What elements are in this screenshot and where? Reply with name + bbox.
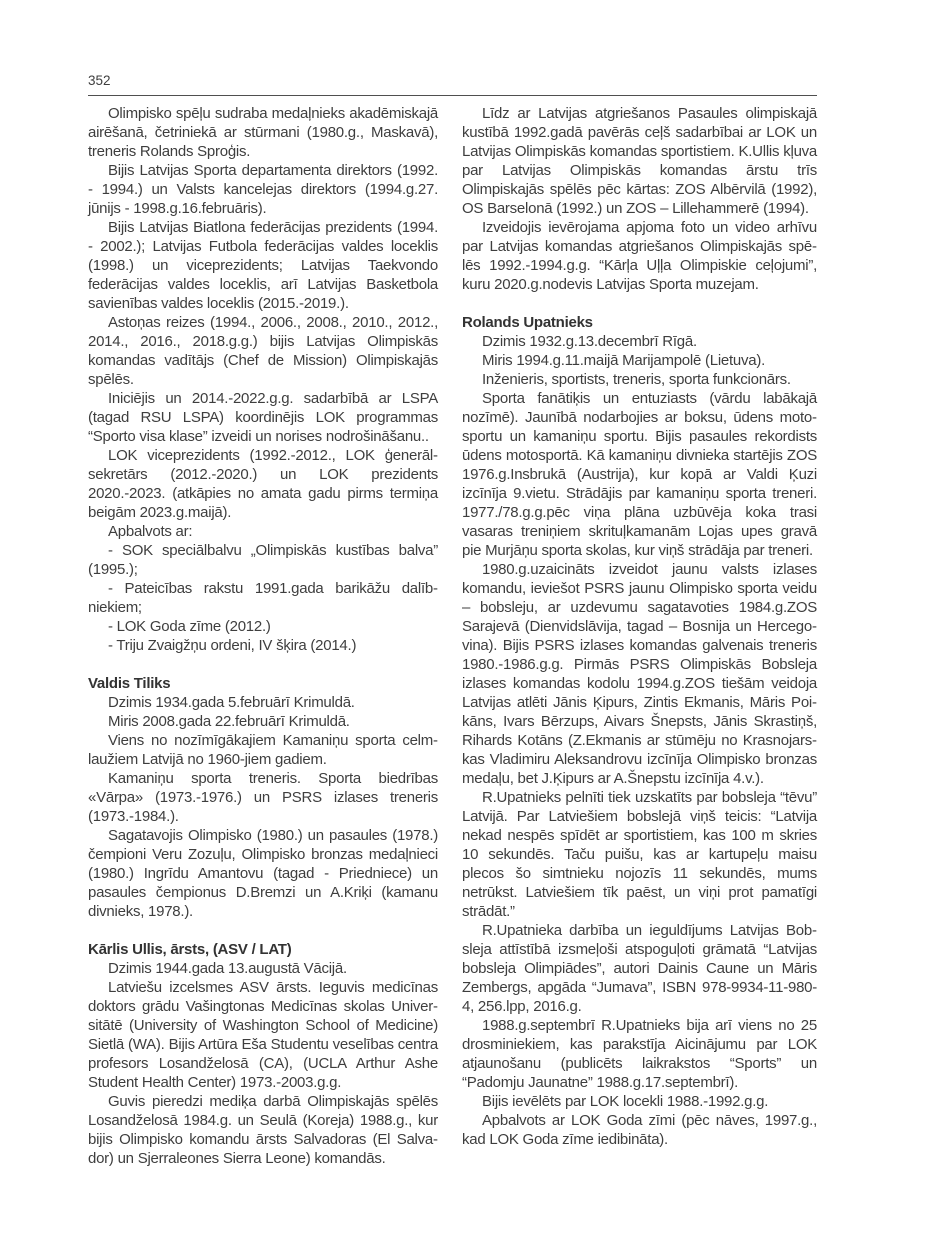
paragraph: 1980.g.uzaicināts izveidot jaunu valsts izlases komandu, ieviešot PSRS jaunu Olimpisko sporta veidu – bobsleju, ar uzdevumu sagatavoties 1984.g.ZOS Sarajevā (Dienvidslāvija, tagad – Bosnija un Hercegovina). Bijis PSRS izlases komandas galvenais treneris 1980.-1986.g.g. Pirmās PSRS Olimpiskās Bobsleja izlases komandas kodolu 1994.g.ZOS tiešām veidoja Latvijas atlēti Jānis Ķipurs, Zintis Ekmanis, Māris Poikāns, Ivars Bērzups, Aivars Šnepsts, Jānis Skrastiņš, Rihards Kotāns (Z.Ekmanis ar stūmēju no Krasnojarskas Vladimiru Aleksandrovu izcīnīja Olimpisko bronzas medaļu, bet J.Ķipurs ar A.Šnepstu izcīnīja 4.v.). <box>462 561 817 787</box>
two-column-text <box>88 104 817 1168</box>
heading-rolands-upatnieks: Rolands Upatnieks <box>462 314 593 331</box>
paragraph: Bijis Latvijas Sporta departamenta direktors (1992. - 1994.) un Valsts kancelejas direktors (1994.g.27. jūnijs - 1998.g.16.februāris). <box>88 162 438 217</box>
paragraph: Sagatavojis Olimpisko (1980.) un pasaules (1978.) čempioni Veru Zozuļu, Olimpisko bronzas medaļnieci (1980.) Ingrīdu Amantovu (tagad - Priedniece) un pasaules čempionus D.Bremzi un A.Kriķi (kamanu divnieks, 1978.). <box>88 827 438 920</box>
award-list-item: - LOK Goda zīme (2012.) <box>108 618 271 635</box>
paragraph: Miris 1994.g.11.maijā Marijampolē (Lietuva). <box>482 352 766 369</box>
award-list-item: - SOK speciālbalvu „Olimpiskās kustības balva” (1995.); <box>88 542 438 578</box>
paragraph: Apbalvots ar LOK Goda zīmi (pēc nāves, 1997.g., kad LOK Goda zīme iedibināta). <box>462 1112 817 1148</box>
paragraph: Latviešu izcelsmes ASV ārsts. Ieguvis medicīnas doktors grādu Vašingtonas Medicīnas skolas Universitātē (University of Washington School of Medicine) Sietlā (WA). Bijis Artūra Eša Studentu veselības centra profesors Losandželosā (CA), (UCLA Arthur Ashe Student Health Center) 1973.-2003.g.g. <box>88 979 438 1091</box>
paragraph: Bijis Latvijas Biatlona federācijas prezidents (1994. - 2002.); Latvijas Futbola federācijas valdes loceklis (1998.) un viceprezidents; Latvijas Taekvondo federācijas valdes loceklis, arī Latvijas Basketbola savienības valdes loceklis (2015.-2019.). <box>88 219 438 312</box>
paragraph: Iniciējis un 2014.-2022.g.g. sadarbībā ar LSPA (tagad RSU LSPA) koordinējis LOK programmas “Sporto visa klase” izveidi un norises nodrošināšanu.. <box>88 390 438 445</box>
paragraph: Dzimis 1934.gada 5.februārī Krimuldā. <box>108 694 355 711</box>
paragraph: R.Upatnieks pelnīti tiek uzskatīts par bobsleja “tēvu” Latvijā. Par Latviešiem bobslejā viņš teicis: “Latvija nekad nespēs spīdēt ar sportistiem, kas 100 m skries 10 sekundēs. Taču puišu, kas ar kartupeļu maisu plecos šo simtnieku nojozīs 11 sekundēs, mums netrūkst. Latviešiem tīk paēst, un viņi prot pamatīgi strādāt.” <box>462 789 817 920</box>
paragraph: 1988.g.septembrī R.Upatnieks bija arī viens no 25 drosminiekiem, kas parakstīja Aicinājumu par LOK atjaunošanu (publicēts laikrakstos “Sports” un “Padomju Jaunatne” 1988.g.17.septembrī). <box>462 1017 817 1091</box>
page-header <box>88 73 817 96</box>
paragraph: Izveidojis ievērojama apjoma foto un video arhīvu par Latvijas komandas atgriešanos Olimpiskajās spēlēs 1992.-1994.g.g. “Kārļa Uļļa Olimpiskie ceļojumi”, kuru 2020.g.nodevis Latvijas Sporta muzejam. <box>462 219 817 293</box>
paragraph: Viens no nozīmīgākajiem Kamaniņu sporta celmlaužiem Latvijā no 1960-jiem gadiem. <box>88 732 438 768</box>
award-list-item: - Triju Zvaigžņu ordeni, IV šķira (2014.) <box>108 637 357 654</box>
paragraph: Olimpisko spēļu sudraba medaļnieks akadēmiskajā airēšanā, četriniekā ar stūrmani (1980.g., Maskavā), treneris Rolands Sproģis. <box>88 105 438 160</box>
right-column <box>462 104 817 1168</box>
award-list-item: - Pateicības rakstu 1991.gada barikāžu dalībniekiem; <box>88 580 438 616</box>
paragraph: Inženieris, sportists, treneris, sporta funkcionārs. <box>482 371 791 388</box>
paragraph: Līdz ar Latvijas atgriešanos Pasaules olimpiskajā kustībā 1992.gadā pavērās ceļš sadarbībai ar LOK un Latvijas Olimpiskās komandas sportistiem. K.Ullis kļuva par Latvijas Olimpiskās komandas ārstu trīs Olimpiskajās spēlēs pēc kārtas: ZOS Albērvilā (1992), OS Barselonā (1992.) un ZOS – Lillehammerē (1994). <box>462 105 817 217</box>
heading-valdis-tiliks: Valdis Tiliks <box>88 675 171 692</box>
paragraph: Astoņas reizes (1994., 2006., 2008., 2010., 2012., 2014., 2016., 2018.g.g.) bijis Latvijas Olimpiskās komandas vadītājs (Chef de Mission) Olimpiskajās spēlēs. <box>88 314 438 388</box>
paragraph: Bijis ievēlēts par LOK locekli 1988.-1992.g.g. <box>482 1093 769 1110</box>
paragraph: R.Upatnieka darbība un ieguldījums Latvijas Bobsleja attīstībā izsmeļoši atspoguļoti grāmatā “Latvijas bobsleja Olimpiādes”, autori Dainis Caune un Māris Zembergs, apgāda “Jumava”, ISBN 978-9934-11-980-4, 256.lpp, 2016.g. <box>462 922 817 1015</box>
paragraph: Guvis pieredzi mediķa darbā Olimpiskajās spēlēs Losandželosā 1984.g. un Seulā (Koreja) 1988.g., kur bijis Olimpisko komandu ārsts Salvadoras (El Salvador) un Sjerraleones Sierra Leone) komandās. <box>88 1093 438 1167</box>
paragraph: Apbalvots ar: <box>108 523 193 540</box>
paragraph: Kamaniņu sporta treneris. Sporta biedrības «Vārpa» (1973.-1976.) un PSRS izlases treneris (1973.-1984.). <box>88 770 438 825</box>
paragraph: Miris 2008.gada 22.februārī Krimuldā. <box>108 713 350 730</box>
paragraph: Dzimis 1932.g.13.decembrī Rīgā. <box>482 333 697 350</box>
page-number: 352 <box>88 73 111 88</box>
left-column <box>88 104 438 1168</box>
paragraph: Sporta fanātiķis un entuziasts (vārdu labākajā nozīmē). Jaunībā nodarbojies ar boksu, ūdens motosportu un kamaniņu sportu. Bijis pasaules rekordists ūdens motosportā. Kā kamaniņu divnieka startējis ZOS 1976.g.Insbrukā (Austrija), kur kopā ar Valdi Ķuzi izcīnīja 9.vietu. Strādājis par kamaniņu sporta treneri. 1977./78.g.g.pēc viņa plāna uzbūvēja koka trasi vasaras treniņiem skrituļkamanām Lojas upes gravā pie Murjāņu sporta skolas, kur viņš strādāja par treneri. <box>462 390 817 559</box>
paragraph: LOK viceprezidents (1992.-2012., LOK ģenerālsekretārs (2012.-2020.) un LOK prezidents 2020.-2023. (atkāpies no amata gadu pirms termiņa beigām 2023.g.maijā). <box>88 447 438 521</box>
paragraph: Dzimis 1944.gada 13.augustā Vācijā. <box>108 960 347 977</box>
heading-karlis-ullis: Kārlis Ullis, ārsts, (ASV / LAT) <box>88 941 292 958</box>
